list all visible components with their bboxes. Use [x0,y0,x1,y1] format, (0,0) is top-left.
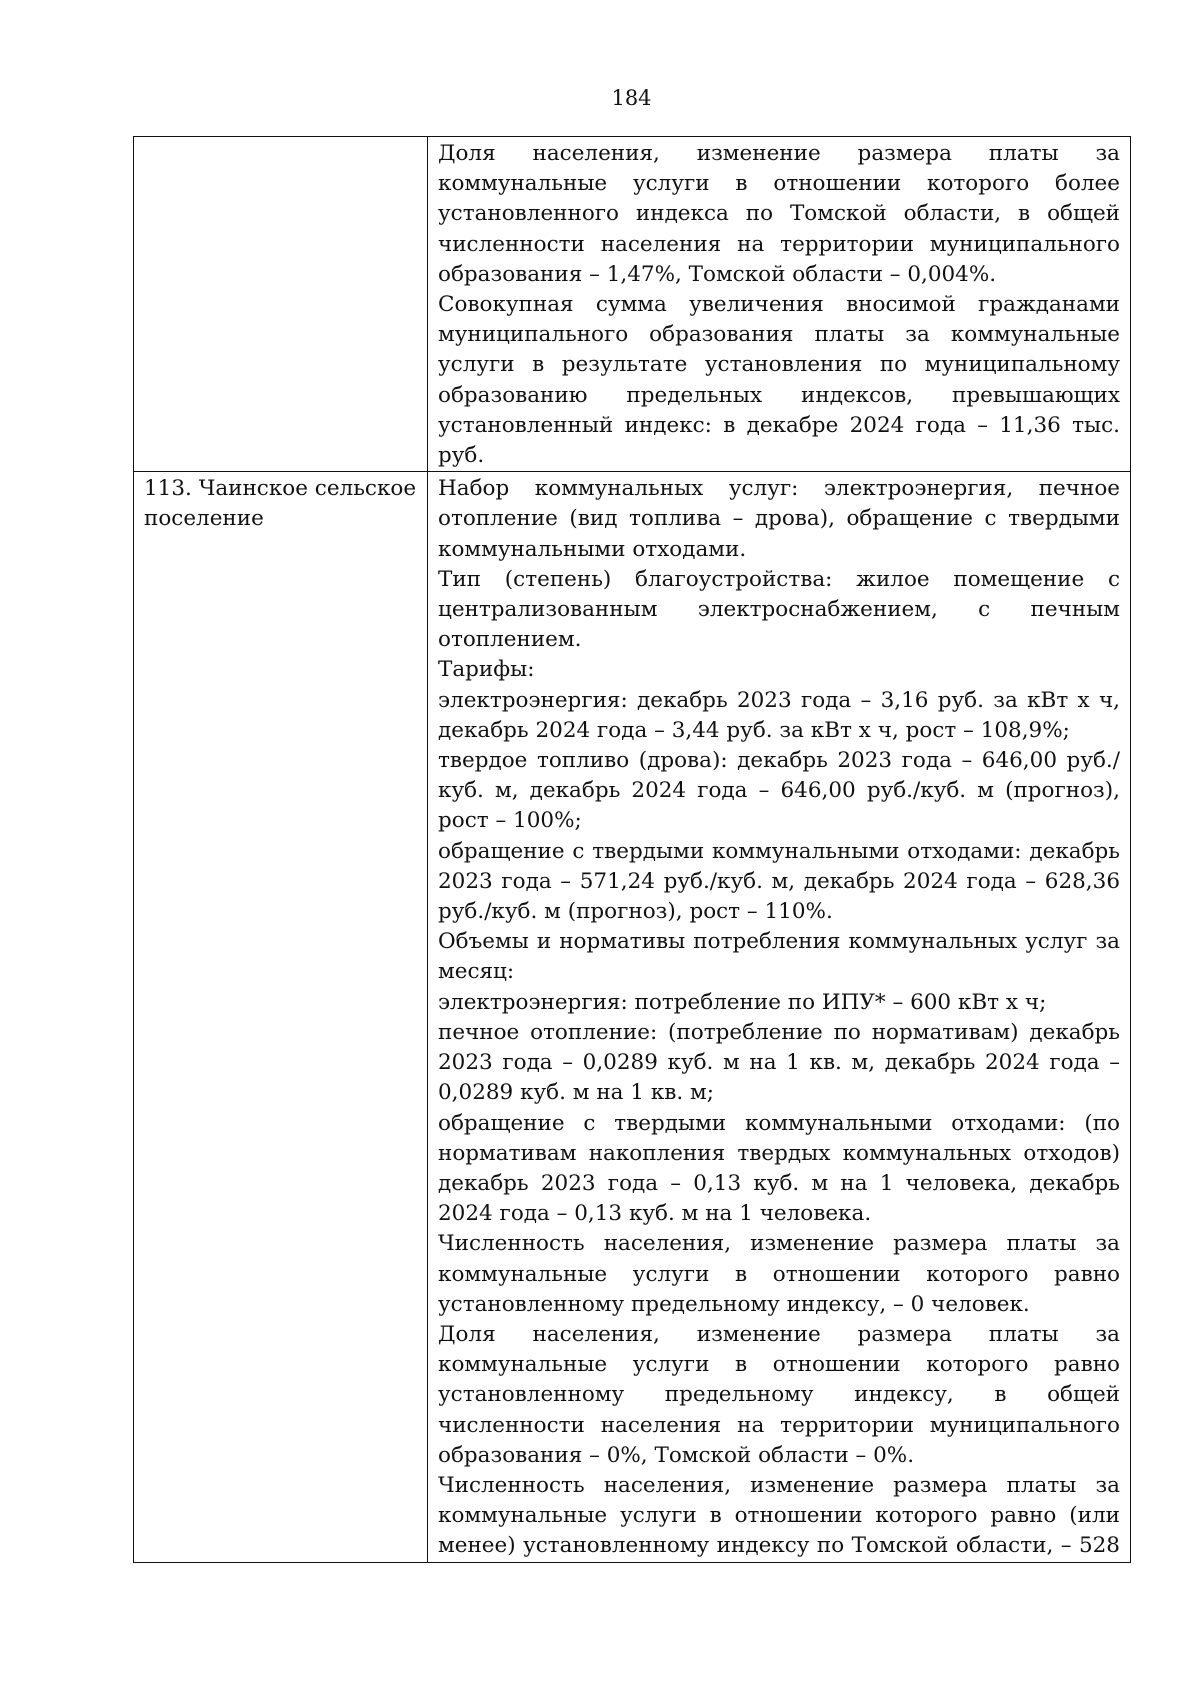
description-paragraph: Доля населения, изменение размера платы за коммунальные услуги в отношении которого более установленного индекса по Томской области, в общей численности населения на территории муниципального образования – 1,47%, Томской области – 0,004%. [438,141,1120,287]
municipality-tariff-table [133,136,1131,1563]
description-paragraph: Численность населения, изменение размера платы за коммунальные услуги в отношении которого равно (или менее) установленному индексу по Томской области, – 528 [438,1472,1120,1559]
description-paragraph: твердое топливо (дрова): декабрь 2023 года – 646,00 руб./куб. м, декабрь 2024 года – 646,00 руб./куб. м (прогноз), рост – 100%; [438,748,1120,834]
description-paragraph: печное отопление: (потребление по нормативам) декабрь 2023 года – 0,0289 куб. м на 1 кв. м, декабрь 2024 года – 0,0289 куб. м на 1 кв. м; [438,1019,1120,1106]
description-paragraph: Численность населения, изменение размера платы за коммунальные услуги в отношении которого равно установленному предельному индексу, – 0 человек. [438,1231,1120,1317]
description-paragraph: обращение с твердыми коммунальными отходами: декабрь 2023 года – 571,24 руб./куб. м, декабрь 2024 года – 628,36 руб./куб. м (прогноз), рост – 110%. [438,838,1120,925]
description-paragraph: Тип (степень) благоустройства: жилое помещение с централизованным электроснабжением, с печным отоплением. [438,566,1120,653]
municipality-description-cell [428,137,1131,472]
table-row [134,472,1131,1562]
description-paragraph: электроэнергия: декабрь 2023 года – 3,16 руб. за кВт х ч, декабрь 2024 года – 3,44 руб. за кВт х ч, рост – 108,9%; [438,687,1120,743]
description-paragraph: Совокупная сумма увеличения вносимой гражданами муниципального образования платы за коммунальные услуги в результате установления по муниципальному образованию предельных индексов, превышающих установленный индекс: в декабре 2024 года – 11,36 тыс. руб. [438,292,1120,469]
description-paragraph: электроэнергия: потребление по ИПУ* – 600 кВт х ч; [438,989,1047,1015]
municipality-name-cell: 113. Чаинское сельское поселение [134,472,428,1562]
description-paragraph: Тарифы: [438,657,535,683]
page-number: 184 [611,86,652,110]
description-paragraph: обращение с твердыми коммунальными отходами: (по нормативам накопления твердых коммунальных отходов) декабрь 2023 года – 0,13 куб. м на 1 человека, декабрь 2024 года – 0,13 куб. м на 1 человека. [438,1110,1120,1227]
description-paragraph: Доля населения, изменение размера платы за коммунальные услуги в отношении которого равно установленному предельному индексу, в общей численности населения на территории муниципального образования – 0%, Томской области – 0%. [438,1321,1120,1468]
description-paragraph: Набор коммунальных услуг: электроэнергия, печное отопление (вид топлива – дрова), обращение с твердыми коммунальными отходами. [438,476,1120,562]
municipality-description-cell [428,472,1131,1562]
municipality-name-cell [134,137,428,472]
description-paragraph: Объемы и нормативы потребления коммунальных услуг за месяц: [438,929,1120,985]
table-row [134,137,1131,472]
